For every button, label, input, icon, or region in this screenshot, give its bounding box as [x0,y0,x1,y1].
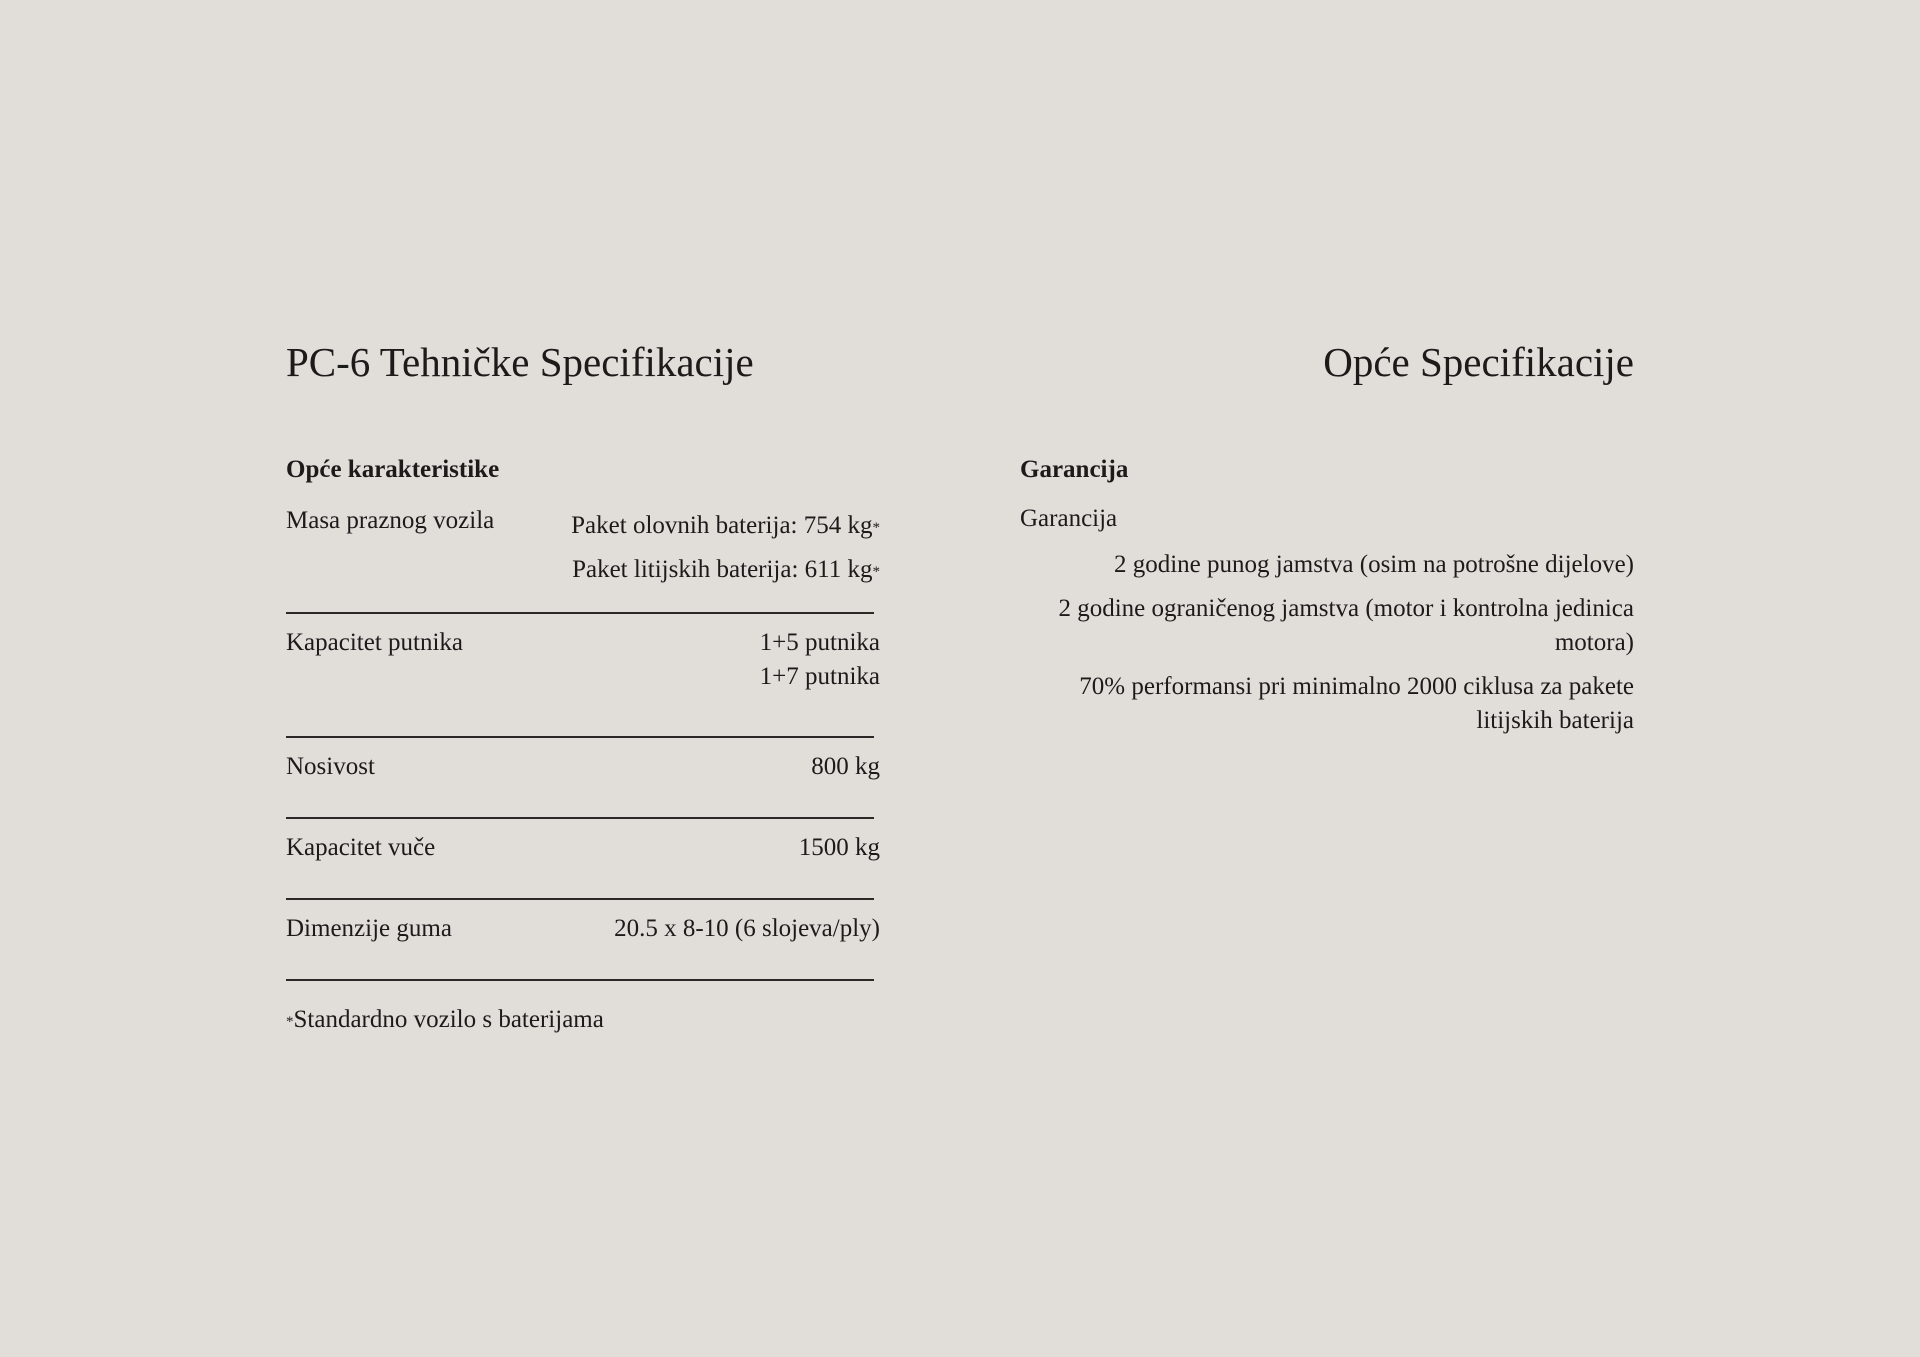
row-label: Masa praznog vozila [286,507,495,534]
warranty-list [1020,548,1634,748]
general-characteristics-heading: Opće karakteristike [286,456,500,483]
row-value: Paket olovnih baterija: 754 kg* Paket litijskih baterija: 611 kg* [571,512,880,583]
table-row [286,738,880,819]
general-specs-column [1020,336,1634,734]
list-item: 2 godine punog jamstva (osim na potrošne dijelove) [1113,551,1634,578]
warranty-heading: Garancija [1020,456,1129,483]
row-label: Dimenzije guma [286,915,452,942]
row-value: 1500 kg [798,834,880,861]
list-item: 70% performansi pri minimalno 2000 ciklusa za pakete litijskih baterija [1079,673,1634,734]
row-value: 20.5 x 8-10 (6 slojeva/ply) [614,915,880,942]
row-label: Nosivost [286,753,375,780]
table-row [286,504,880,614]
footnote: *Standardno vozilo s baterijama [286,1006,604,1033]
table-row [286,900,880,981]
warranty-label: Garancija [1020,505,1118,532]
row-label: Kapacitet putnika [286,629,464,656]
general-specs-title: Opće Specifikacije [1323,339,1634,385]
technical-specs-column [286,336,880,1033]
row-label: Kapacitet vuče [286,834,436,861]
spec-table [286,504,880,1037]
table-row [286,614,880,738]
row-value: 800 kg [811,753,880,780]
page-title: PC-6 Tehničke Specifikacije [286,339,754,385]
list-item: 2 godine ograničenog jamstva (motor i kontrolna jedinica motora) [1058,595,1634,656]
row-value: 1+5 putnika 1+7 putnika [759,629,880,690]
table-row [286,819,880,900]
